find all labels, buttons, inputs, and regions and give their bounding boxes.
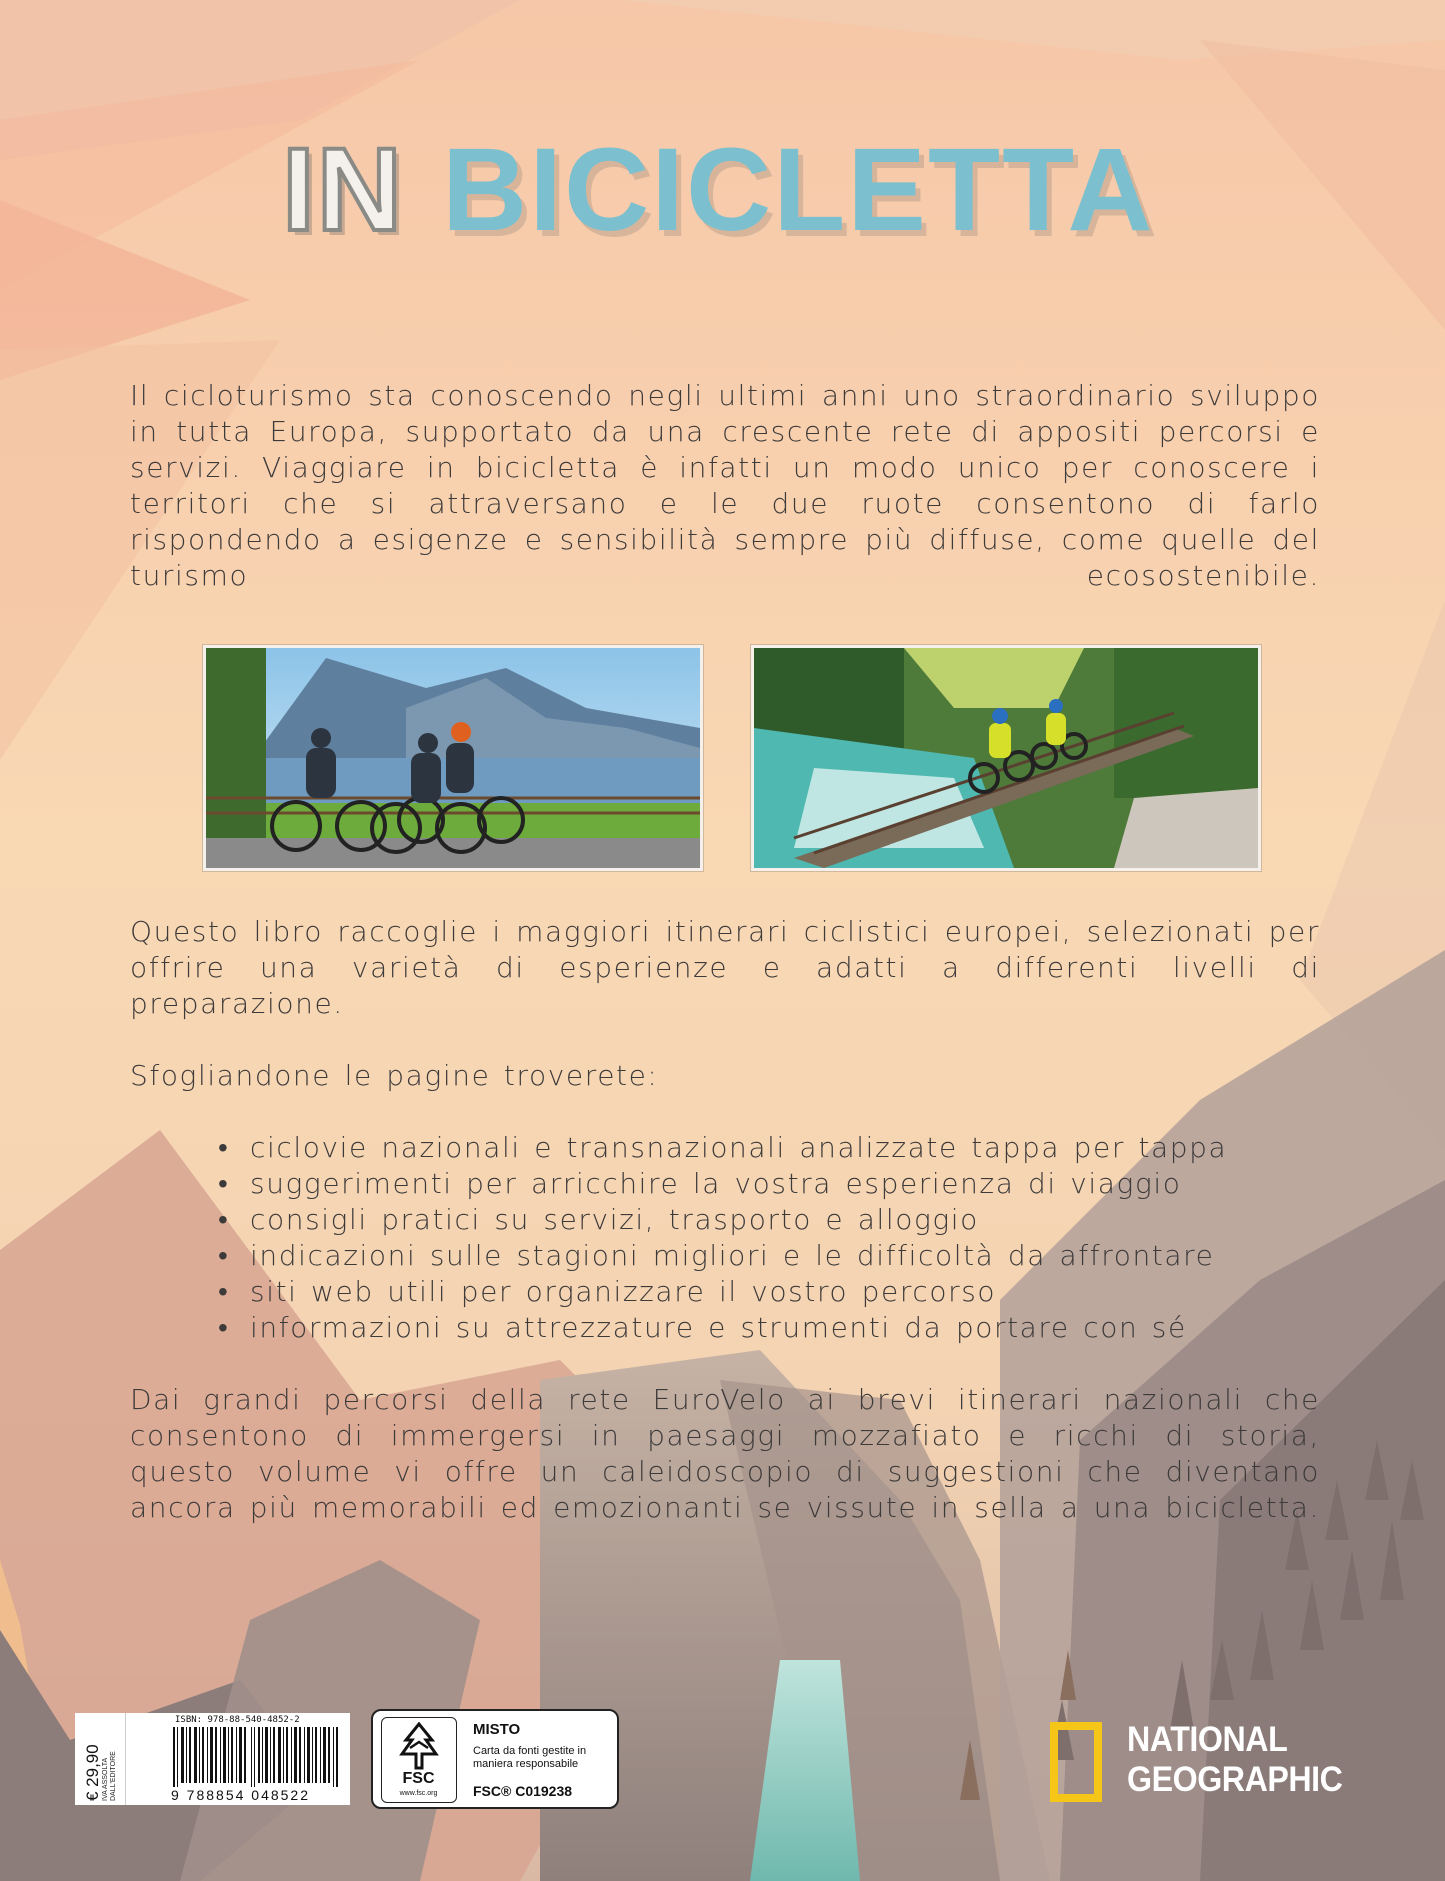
title-word-bicicletta: BICICLETTA — [442, 124, 1155, 256]
bullet-icon: • — [218, 1275, 230, 1308]
barcode-block — [75, 1713, 350, 1805]
isbn-label: ISBN: 978-88-540-4852-2 — [175, 1715, 300, 1725]
bullet-icon: • — [218, 1167, 230, 1200]
bullet-icon: • — [218, 1131, 230, 1164]
national-geographic-frame-icon — [1050, 1722, 1102, 1802]
fsc-logo — [381, 1717, 457, 1803]
intro-paragraph: Il cicloturismo sta conoscendo negli ultimi anni uno straordinario sviluppo in tutta Europa, supportato da una crescente rete di appositi percorsi e servizi. Viaggiare in bicicletta è infatti un modo unico per conoscere i territori che si attraversano e le due ruote consentono di farlo rispondendo a esigenze e sensibilità sempre più diffuse, come quelle del turismo ecosostenibile. — [130, 379, 1320, 592]
list-item: • siti web utili per organizzare il vostro percorso — [218, 1275, 997, 1308]
fsc-code: FSC® C019238 — [473, 1783, 573, 1799]
publisher-logo-text — [1127, 1720, 1366, 1800]
book-title — [282, 120, 1182, 260]
features-intro: Sfogliandone le pagine troverete: — [130, 1059, 659, 1092]
list-item: • informazioni su attrezzature e strumenti da portare con sé — [218, 1311, 1187, 1344]
fsc-tree-icon — [396, 1722, 442, 1770]
list-item: • suggerimenti per arricchire la vostra esperienza di viaggio — [218, 1167, 1182, 1200]
title-word-in: IN — [282, 124, 404, 256]
price-note: IVA ASSOLTA DALL'EDITORE — [102, 1751, 117, 1801]
publisher-line-1: NATIONAL — [1127, 1720, 1288, 1759]
list-item: • indicazioni sulle stagioni migliori e le difficoltà da affrontare — [218, 1239, 1215, 1272]
fsc-label: MISTO — [473, 1721, 521, 1738]
ean-number: 9 788854 048522 — [171, 1787, 310, 1803]
bullet-icon: • — [218, 1239, 230, 1272]
fsc-logo-text: FSC — [402, 1770, 435, 1787]
fsc-url: www.fsc.org — [399, 1790, 438, 1797]
publisher-line-2: GEOGRAPHIC — [1127, 1760, 1343, 1799]
closing-paragraph: Dai grandi percorsi della rete EuroVelo ai brevi itinerari nazionali che consentono di immergersi in paesaggi mozzafiato e ricchi di storia, questo volume vi offre un caleidoscopio di suggestioni che diventano ancora più memorabili ed emozionanti se vissute in sella a una bicicletta. — [130, 1383, 1320, 1524]
list-item: • consigli pratici su servizi, trasporto e alloggio — [218, 1203, 979, 1236]
bullet-icon: • — [218, 1311, 230, 1344]
photo-cyclists-bridge-river — [751, 645, 1261, 871]
bullet-icon: • — [218, 1203, 230, 1236]
features-list — [214, 1130, 1334, 1346]
fsc-certification — [371, 1709, 619, 1809]
barcode-icon — [173, 1727, 343, 1787]
price-strip — [75, 1713, 126, 1805]
book-description-paragraph: Questo libro raccoglie i maggiori itinerari ciclistici europei, selezionati per offrire una varietà di esperienze e adatti a differenti livelli di preparazione. — [130, 915, 1320, 1020]
list-item: • ciclovie nazionali e transnazionali analizzate tappa per tappa — [218, 1131, 1228, 1164]
fsc-description: Carta da fonti gestite in maniera responsabile — [473, 1745, 587, 1770]
price: € 29,90 — [83, 1744, 102, 1801]
photo-cyclists-lakeside — [203, 645, 703, 871]
